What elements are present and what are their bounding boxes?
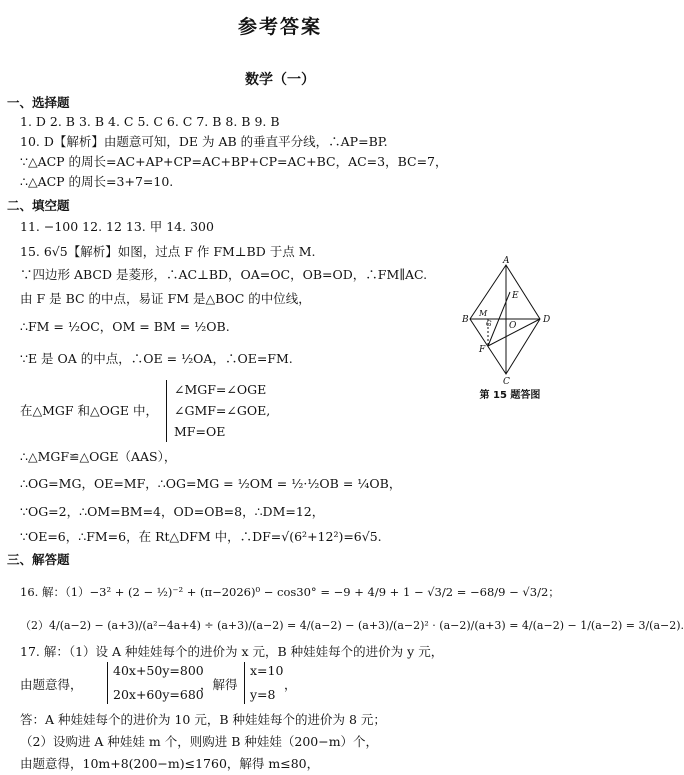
answer-line: ∴△MGF≌△OGE（AAS）， [20,449,177,464]
page-title: 参考答案 [237,16,322,38]
answer-line: ∴FM = ½OC，OM = BM = ½OB. [20,319,230,334]
label-m: M [479,309,488,318]
label-o: O [509,321,517,331]
answer-line: 16. 解：（1）−3² + (2 − ½)⁻² + (π−2026)⁰ − cos30° = −9 + 4/9 + 1 − √3/2 = −68/9 − √3/2； [20,585,560,599]
section-heading-fill: 二、填空题 [7,198,70,213]
rhombus-diagram [462,256,558,386]
answer-line: 11. −100 12. 12 13. 甲 14. 300 [20,219,214,234]
answer-line: 17. 解：（1）设 A 种娃娃每个的进价为 x 元，B 种娃娃每个的进价为 y 元， [20,644,444,659]
condition-line: ∠GMF=∠GOE, [174,403,271,418]
answer-line: ∴OG=MG，OE=MF，∴OG=MG = ½OM = ½·½OB = ¼OB， [20,476,402,491]
label-d: D [543,315,551,325]
answer-line: ∵△ACP 的周长=AC+AP+CP=AC+BP+CP=AC+BC，AC=3，BC=7， [20,154,448,169]
answer-line: 15. 6√5【解析】如图，过点 F 作 FM⊥BD 于点 M. [20,244,316,259]
answer-line: ∵OG=2，∴OM=BM=4，OD=OB=8，∴DM=12， [20,504,325,519]
solution-line: x=10 [250,663,284,678]
condition-line: MF=OE [174,424,226,439]
answer-line: 答：A 种娃娃每个的进价为 10 元，B 种娃娃每个的进价为 8 元； [20,712,386,727]
section-heading-solve: 三、解答题 [7,552,70,567]
equation-connector: ，解得 [200,677,238,692]
answer-line: ∵OE=6，∴FM=6，在 Rt△DFM 中，∴DF=√(6²+12²)=6√5. [20,529,382,544]
equation-line: 40x+50y=800 [113,663,204,678]
equation-line: 20x+60y=680 [113,687,204,702]
solution-line: y=8 [250,687,276,702]
label-f: F [479,345,486,355]
answer-line: （2）设购进 A 种娃娃 m 个，则购进 B 种娃娃（200−m）个， [20,734,379,749]
answer-line: ∵E 是 OA 的中点，∴OE = ½OA，∴OE=FM. [20,351,293,366]
condition-line: ∠MGF=∠OGE [174,382,267,397]
section-heading-choice: 一、选择题 [7,95,70,110]
answer-line: 在△MGF 和△OGE 中， [20,403,158,418]
label-c: C [503,377,510,387]
answer-line: 10. D【解析】由题意可知，DE 为 AB 的垂直平分线，∴AP=BP. [20,134,388,149]
answer-line: 1. D 2. B 3. B 4. C 5. C 6. C 7. B 8. B 9. B [20,114,280,129]
answer-line: ∵四边形 ABCD 是菱形，∴AC⊥BD，OA=OC，OB=OD，∴FM∥AC. [20,267,428,282]
solution-comma: ， [284,677,297,692]
label-a: A [503,256,510,266]
answer-line: ∴△ACP 的周长=3+7=10. [20,174,174,189]
label-b: B [462,315,469,325]
answer-line: （2）4/(a−2) − (a+3)/(a²−4a+4) ÷ (a+3)/(a−2) = 4/(a−2) − (a+3)/(a−2)² · (a−2)/(a+3) = 4/(a−2) − 1/(a−2) = 3/(a−2). [20,619,684,632]
answer-line: 由题意得， [20,677,83,692]
answer-line: 由题意得，10m+8(200−m)≤1760，解得 m≤80， [20,756,320,771]
figure-caption: 第 15 题答图 [479,390,541,401]
label-e: E [512,291,519,301]
answer-line: 由 F 是 BC 的中点，易证 FM 是△BOC 的中位线， [20,291,311,306]
label-g: G [486,320,492,328]
section-subtitle: 数学（一） [245,72,315,88]
condition-brace [166,380,173,442]
